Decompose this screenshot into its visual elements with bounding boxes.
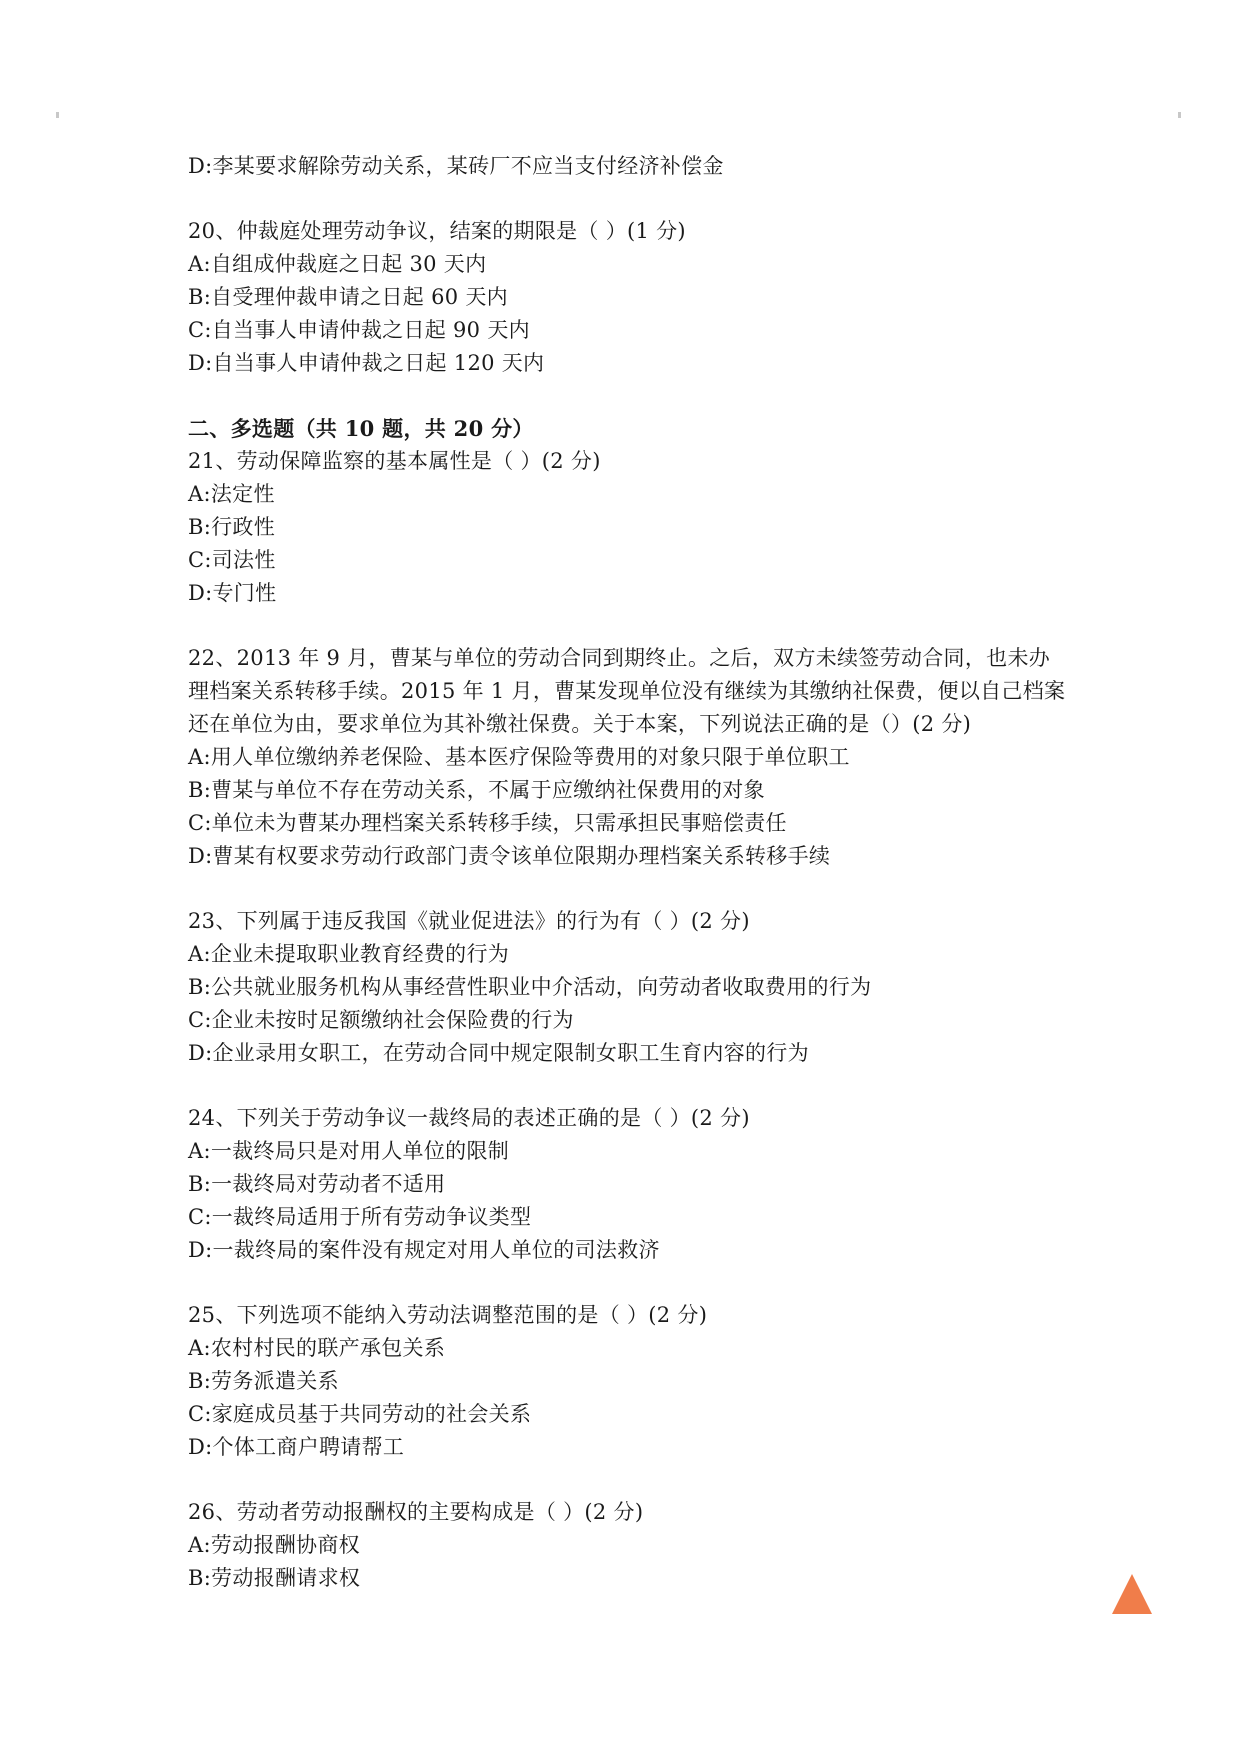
option-d: D:曹某有权要求劳动行政部门责令该单位限期办理档案关系转移手续 (188, 844, 831, 868)
question-20 (188, 215, 1068, 380)
option-b: B:曹某与单位不存在劳动关系，不属于应缴纳社保费用的对象 (188, 778, 765, 802)
option-b: B:自受理仲裁申请之日起 60 天内 (188, 285, 508, 309)
question-stem: 23、下列属于违反我国《就业促进法》的行为有（ ）(2 分) (188, 909, 750, 933)
section-title-multiple-choice: 二、多选题（共 10 题，共 20 分） (188, 416, 534, 441)
option-c: C:企业未按时足额缴纳社会保险费的行为 (188, 1008, 574, 1032)
option-b: B:行政性 (188, 515, 276, 539)
option-a: A:法定性 (188, 482, 275, 506)
option-a: A:劳动报酬协商权 (188, 1533, 360, 1557)
option-c: C:一裁终局适用于所有劳动争议类型 (188, 1205, 532, 1229)
option-c: C:单位未为曹某办理档案关系转移手续，只需承担民事赔偿责任 (188, 811, 787, 835)
question-stem: 25、下列选项不能纳入劳动法调整范围的是（ ）(2 分) (188, 1303, 708, 1327)
option-c: C:自当事人申请仲裁之日起 90 天内 (188, 318, 530, 342)
question-22 (188, 642, 1068, 873)
option-a: A:一裁终局只是对用人单位的限制 (188, 1139, 510, 1163)
question-stem: 24、下列关于劳动争议一裁终局的表述正确的是（ ）(2 分) (188, 1106, 750, 1130)
option-d: D:企业录用女职工，在劳动合同中规定限制女职工生育内容的行为 (188, 1041, 809, 1065)
option-b: B:公共就业服务机构从事经营性职业中介活动，向劳动者收取费用的行为 (188, 975, 872, 999)
option-a: A:农村村民的联产承包关系 (188, 1336, 446, 1360)
question-stem: 22、2013 年 9 月，曹某与单位的劳动合同到期终止。之后，双方未续签劳动合同，也未办理档案关系转移手续。2015 年 1 月，曹某发现单位没有继续为其缴纳社保费，便以自己档案还在单位为由，要求单位为其补缴社保费。关于本案，下列说法正确的是（）(2 分) (188, 646, 1066, 736)
scan-mark-left (56, 112, 59, 118)
option-a: A:自组成仲裁庭之日起 30 天内 (188, 252, 487, 276)
scroll-to-top-triangle-icon[interactable] (1112, 1574, 1152, 1614)
option-a: A:企业未提取职业教育经费的行为 (188, 942, 510, 966)
option-d: D:专门性 (188, 581, 277, 605)
option-a: A:用人单位缴纳养老保险、基本医疗保险等费用的对象只限于单位职工 (188, 745, 850, 769)
question-26 (188, 1496, 1068, 1595)
option-b: B:劳动报酬请求权 (188, 1566, 361, 1590)
option-d: D:个体工商户聘请帮工 (188, 1435, 405, 1459)
question-stem: 21、劳动保障监察的基本属性是（ ）(2 分) (188, 449, 601, 473)
scan-mark-right (1178, 112, 1181, 118)
option-d: D:自当事人申请仲裁之日起 120 天内 (188, 351, 545, 375)
question-stem: 26、劳动者劳动报酬权的主要构成是（ ）(2 分) (188, 1500, 644, 1524)
question-23 (188, 905, 1068, 1070)
question-stem: 20、仲裁庭处理劳动争议，结案的期限是（ ）(1 分) (188, 219, 686, 243)
question-list (188, 150, 1068, 1595)
option-c: C:司法性 (188, 548, 276, 572)
question-24 (188, 1102, 1068, 1267)
question-21 (188, 445, 1068, 610)
option-d: D:一裁终局的案件没有规定对用人单位的司法救济 (188, 1238, 660, 1262)
option-b: B:一裁终局对劳动者不适用 (188, 1172, 446, 1196)
option-b: B:劳务派遣关系 (188, 1369, 339, 1393)
question-25 (188, 1299, 1068, 1464)
q19-option-d: D:李某要求解除劳动关系，某砖厂不应当支付经济补偿金 (188, 154, 724, 178)
option-c: C:家庭成员基于共同劳动的社会关系 (188, 1402, 532, 1426)
